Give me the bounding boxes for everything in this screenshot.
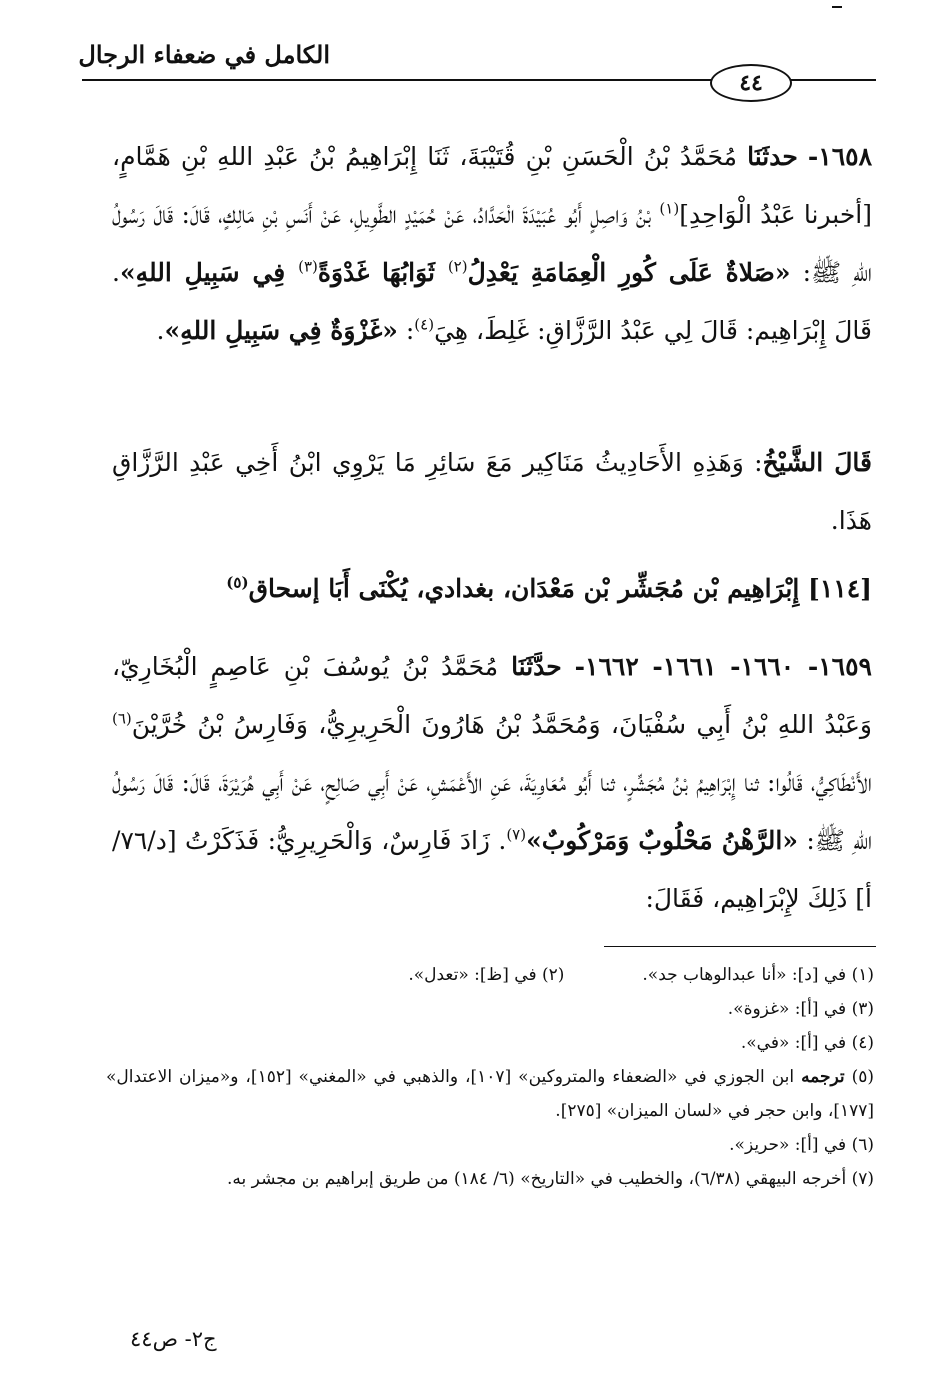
sheikh-comment <box>112 434 872 550</box>
scan-mark <box>832 6 842 8</box>
matn-text: «غَزْوَةٌ فِي سَبِيلِ اللهِ» <box>164 316 398 345</box>
narration-keyword: حدَّثَنَا <box>511 652 562 681</box>
page-footer-reference: ج٢- ص٤٤ <box>130 1327 217 1351</box>
running-header-title: الكامل في ضعفاء الرجال <box>78 40 330 69</box>
comment-text: . قَالَ إِبْرَاهِيم: قَالَ لِي عَبْدُ الرَّزَّاقِ: غَلِطَ، هِيَ <box>112 258 872 345</box>
footnote-text: ابن الجوزي في «الضعفاء والمتروكين» [١٠٧]، والذهبي في «المغني» [١٥٢]، و«ميزان الاعتدال» [١٧٧]، وابن حجر في «لسان الميزان» [٢٧٥]. <box>106 1067 874 1121</box>
hadith-1659-1662 <box>112 638 872 928</box>
narration-keyword: حدثَنَا <box>747 142 798 171</box>
sheikh-keyword: قَالَ الشَّيْخُ <box>762 448 872 477</box>
section-heading <box>112 574 872 603</box>
footnote-number: (٥) <box>851 1067 875 1087</box>
footnote-ref: (١) <box>659 199 680 218</box>
isnad-text: الأَنْطَاكِيُّ، قَالُوا: ثنا إِبْرَاهِيمُ بْنُ مُجَشِّرٍ، ثنا أَبُو مُعَاوِيَةَ، عَنِ الأَعْمَشِ، عَنْ أَبِي صَالِحٍ، عَنْ أَبِي هُرَيْرَةَ، قَالَ: قَالَ رَسُولُ اللهِ ﷺ: <box>112 768 873 855</box>
footnote-ref: (٦) <box>112 709 132 728</box>
hadith-number: ١٦٥٨- <box>807 142 873 171</box>
matn-text: «صَلاةٌ عَلَى كُورِ الْعِمَامَةِ يَعْدِلُ <box>467 258 791 287</box>
footnote-ref: (٥) <box>226 573 249 592</box>
footnote-2: (٢) في [ظ]: «تعدل». <box>408 965 565 985</box>
footnote-5 <box>106 1060 874 1128</box>
matn-text: «الرَّهْنُ مَحْلُوبٌ وَمَرْكُوبٌ» <box>526 826 798 855</box>
footnote-row <box>106 958 874 992</box>
isnad-text: بْنُ وَاصِلٍ أَبُو عُبَيْدَةَ الْحَدَّادُ، عَنْ حُمَيْدٍ الطَّوِيلِ، عَنْ أَنَسِ بْنِ مَالِكٍ، قَالَ: قَالَ رَسُولُ اللهِ ﷺ: <box>112 200 872 287</box>
comment-text: . <box>156 316 165 345</box>
footnote-3: (٣) في [أ]: «غزوة». <box>727 999 874 1019</box>
isnad-text: مُحَمَّدُ بْنُ يُوسُفَ بْنِ عَاصِمٍ الْبُخَارِيّ، وَعَبْدُ اللهِ بْنُ أَبِي سُفْيَانَ، وَمُحَمَّدُ بْنُ هَارُونَ الْحَرِيرِيُّ، وَفَارِسُ بْنُ خُرَّيْنَ <box>112 652 872 739</box>
matn-text: ثَوَابُهَا غَدْوَةً <box>317 258 448 287</box>
section-heading-text: [١١٤] إِبْرَاهِيم بْن مُجَشِّر بْن مَعْدَان، بغدادي، يُكْنَى أَبَا إسحاق <box>248 574 872 603</box>
footnote-6: (٦) في [أ]: «حريز». <box>729 1135 874 1155</box>
footnote-rule <box>604 946 876 947</box>
page-number: ٤٤ <box>710 64 792 102</box>
hadith-1658 <box>112 128 872 360</box>
matn-text: فِي سَبِيلِ اللهِ» <box>119 258 299 287</box>
comment-text: : <box>397 316 415 345</box>
footnote-4: (٤) في [أ]: «في». <box>740 1033 874 1053</box>
footnote-1: (١) في [د]: «أنا عبدالوهاب جد». <box>642 965 874 985</box>
comment-text: . زَادَ فَارِسٌ، وَالْحَرِيرِيُّ: فَذَكَرْتُ [د/٧٦/أ] ذَلِكَ لإِبْرَاهِيم، فَقَالَ: <box>112 826 872 913</box>
footnote-ref: (٢) <box>447 257 468 276</box>
footnote-7: (٧) أخرجه البيهقي (٦/٣٨)، والخطيب في «التاريخ» (٦/ ١٨٤) من طريق إبراهيم بن مجشر به. <box>227 1169 874 1189</box>
footnote-keyword: ترجمه <box>801 1067 845 1087</box>
footnote-ref: (٤) <box>414 315 435 334</box>
isnad-text: مُحَمَّدُ بْنُ الْحَسَنِ بْنِ قُتَيْبَةَ، ثَنَا إِبْرَاهِيمُ بْنُ عَبْدِ اللهِ بْنِ هَمَّامٍ، [أخبرنا عَبْدُ الْوَاحِدِ] <box>112 142 872 229</box>
footnotes <box>106 958 874 1196</box>
comment-text: : وَهَذِهِ الأَحَادِيثُ مَنَاكِير مَعَ سَائِرِ مَا يَرْوِي ابْنُ أَخِي عَبْدِ الرَّزَّاقِ هَذَا. <box>112 448 872 535</box>
footnote-ref: (٣) <box>298 257 318 276</box>
hadith-number: ١٦٥٩- ١٦٦٠- ١٦٦١- ١٦٦٢- <box>574 652 872 681</box>
footnote-ref: (٧) <box>506 825 527 844</box>
